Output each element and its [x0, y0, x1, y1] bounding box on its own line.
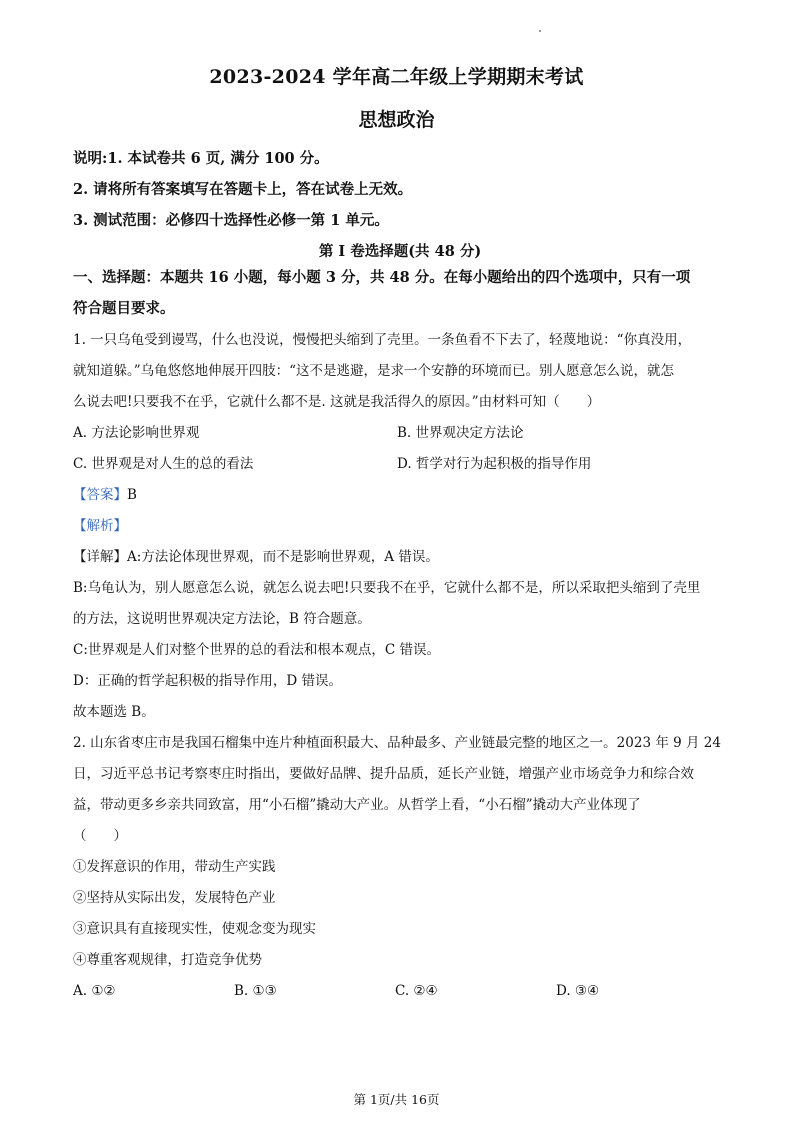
question-stem: 益，带动更多乡亲共同致富，用“小石榴”撬动大产业。从哲学上看，“小石榴”撬动大产业体现了 [73, 797, 641, 813]
page-number: 第 1页/共 16页 [353, 1092, 440, 1107]
explanation-line: B:乌龟认为，别人愿意怎么说，就怎么说去吧!只要我不在乎，它就什么都不是，所以采取把头缩到了壳里 [73, 580, 701, 596]
options-row [73, 454, 727, 485]
option-d: D. 哲学对行为起积极的指导作用 [397, 456, 592, 472]
section-heading: 符合题目要求。 [73, 300, 175, 317]
options-row [73, 423, 727, 454]
option-a: A. 方法论影响世界观 [73, 425, 200, 441]
instruction-line: 说明:1. 本试卷共 6 页, 满分 100 分。 [73, 150, 329, 167]
statement-line: ①发挥意识的作用，带动生产实践 [73, 859, 276, 875]
question-stem: 么说去吧!只要我不在乎，它就什么都不是. 这就是我活得久的原因。”由材料可知（ ） [73, 394, 601, 410]
option-c: C. ②④ [395, 983, 438, 999]
explanation-line: C:世界观是人们对整个世界的总的看法和根本观点，C 错误。 [73, 642, 440, 658]
analysis-line [73, 516, 727, 547]
page-mark-dot [539, 30, 541, 32]
instruction-line: 3. 测试范围：必修四十选择性必修一第 1 单元。 [73, 212, 389, 229]
answer-label: 【答案】 [73, 487, 127, 503]
analysis-label: 【解析】 [73, 518, 127, 534]
exam-content [73, 149, 727, 1012]
explanation-line: D：正确的哲学起积极的指导作用，D 错误。 [73, 673, 342, 689]
section-heading: 一、选择题：本题共 16 小题，每小题 3 分，共 48 分。在每小题给出的四个选项中，只有一项 [73, 269, 691, 286]
option-d: D. ③④ [556, 983, 600, 999]
exam-title: 2023-2024 学年高二年级上学期期末考试 [209, 66, 584, 88]
question-stem: 1. 一只乌龟受到谩骂，什么也没说，慢慢把头缩到了壳里。一条鱼看不下去了，轻蔑地说：“你真没用， [73, 332, 692, 348]
explanation-line: 故本题选 B。 [73, 704, 155, 720]
subject-title: 思想政治 [358, 109, 435, 131]
explanation-line: 【详解】A:方法论体现世界观，而不是影响世界观，A 错误。 [73, 549, 439, 565]
question-stem: 就知道躲。”乌龟悠悠地伸展开四肢：“这不是逃避，是求一个安静的环境而已。别人愿意怎么说，就怎 [73, 363, 675, 379]
statement-line: ②坚持从实际出发，发展特色产业 [73, 890, 276, 906]
answer-line [73, 485, 727, 516]
option-b: B. 世界观决定方法论 [397, 425, 524, 441]
explanation-line: 的方法，这说明世界观决定方法论，B 符合题意。 [73, 611, 371, 627]
option-a: A. ①② [73, 983, 116, 999]
instruction-line: 2. 请将所有答案填写在答题卡上，答在试卷上无效。 [73, 181, 413, 198]
answer-value: B [127, 487, 137, 503]
question-stem: （ ） [73, 828, 127, 844]
section-title: 第 I 卷选择题(共 48 分) [318, 243, 482, 260]
option-b: B. ①③ [234, 983, 277, 999]
statement-line: ④尊重客观规律，打造竞争优势 [73, 952, 262, 968]
option-c: C. 世界观是对人生的总的看法 [73, 456, 254, 472]
question-stem: 日，习近平总书记考察枣庄时指出，要做好品牌、提升品质，延长产业链，增强产业市场竞争力和综合效 [73, 766, 694, 782]
question-stem: 2. 山东省枣庄市是我国石榴集中连片种植面积最大、品种最多、产业链最完整的地区之一。2023 年 9 月 24 [73, 735, 721, 751]
options-row [73, 981, 727, 1012]
statement-line: ③意识具有直接现实性，使观念变为现实 [73, 921, 316, 937]
